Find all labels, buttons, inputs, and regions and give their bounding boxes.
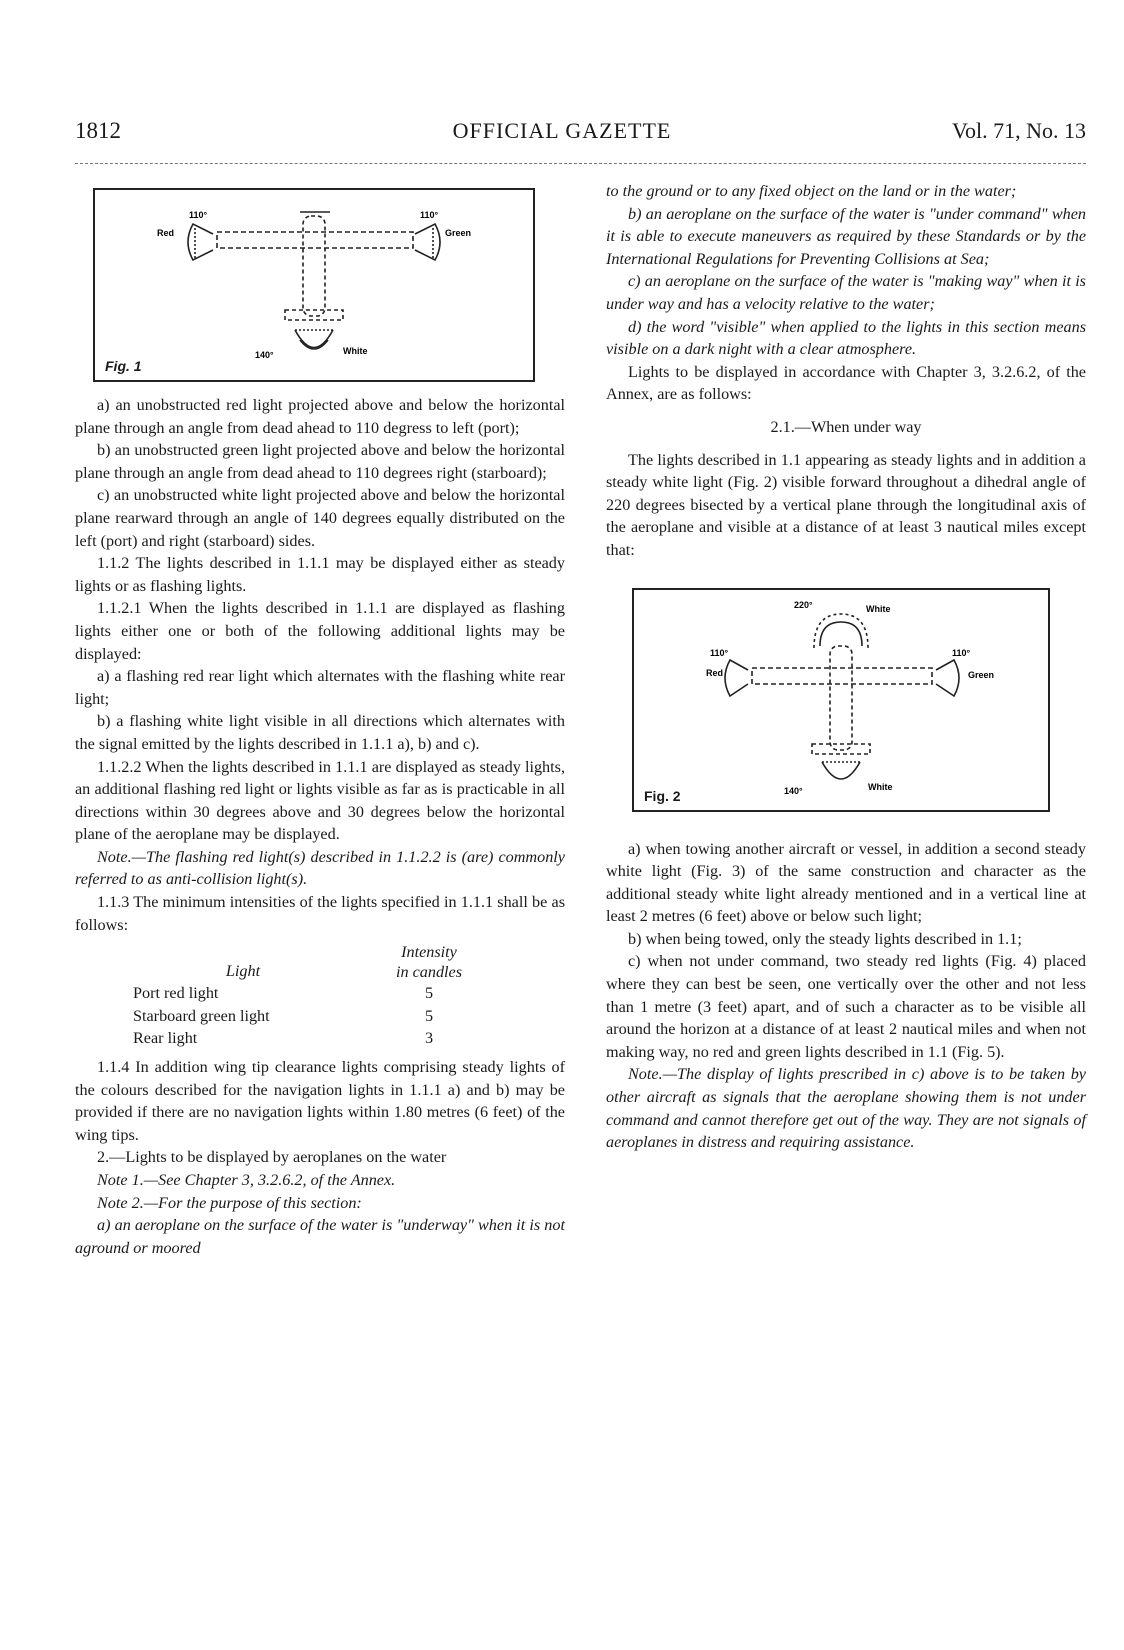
- intensity-table: [125, 942, 497, 1050]
- fig2-color-rear: White: [868, 781, 893, 792]
- fig1-angle-left: 110°: [189, 210, 208, 220]
- fig1-color-right: Green: [445, 228, 472, 238]
- table-cell-intensity: 5: [424, 984, 434, 1003]
- para-1-1-1-c: c) an unobstructed white light projected above and below the horizontal plane rearward through an angle of 140 degrees equally distributed on the left (port) and right (starboard) sides.: [75, 486, 565, 550]
- table-row: [125, 1005, 497, 1028]
- note-2-d: d) the word "visible" when applied to the lights in this section means visible on a dark night with a clear atmosphere.: [606, 317, 1086, 359]
- fig2-color-right: Green: [968, 669, 995, 680]
- figure-2: [632, 588, 1050, 812]
- publication-title: OFFICIAL GAZETTE: [452, 118, 672, 143]
- table-cell-intensity: 3: [424, 1029, 434, 1048]
- para-1-1-4: 1.1.4 In addition wing tip clearance lights comprising steady lights of the colours described for the navigation lights in 1.1.1 a) and b) may be provided if there are no navigation lights within 1.80 metres (6 feet) of the wing tips.: [75, 1058, 565, 1144]
- figure-2-label: Fig. 2: [644, 787, 681, 804]
- fig1-color-rear: White: [343, 346, 368, 356]
- para-1-1-2-1: 1.1.2.1 When the lights described in 1.1.1 are displayed as flashing lights either one or both of the following additional lights may be displayed:: [75, 599, 565, 663]
- table-header-intensity: [361, 942, 497, 982]
- note-2-a-continued: to the ground or to any fixed object on the land or in the water;: [606, 182, 1017, 200]
- figure-1-airplane-drawing: [95, 190, 533, 380]
- section-2-1-heading: 2.1.—When under way: [770, 417, 922, 436]
- para-1-1-1-b: b) an unobstructed green light projected above and below the horizontal plane through an angle from dead ahead to 110 degrees right (starboard);: [75, 441, 565, 482]
- section-2-heading: 2.—Lights to be displayed by aeroplanes on the water: [97, 1148, 447, 1167]
- table-cell-light: Rear light: [133, 1029, 198, 1048]
- fig2-color-left: Red: [706, 667, 724, 678]
- note-2: Note 2.—For the purpose of this section:: [97, 1193, 362, 1212]
- header-rule: [75, 163, 1086, 164]
- table-row: [125, 1027, 497, 1050]
- table-header-intensity-line1: Intensity: [401, 943, 457, 962]
- right-column: [606, 180, 1086, 1154]
- para-2-1-a: a) when towing another aircraft or vessel, in addition a second steady white light (Fig. 3) of the same construction and character as the additional steady white light already mentioned and in a vertical line at least 2 metres (6 feet) above or below such light;: [606, 839, 1086, 926]
- para-1-1-2-2: 1.1.2.2 When the lights described in 1.1.1 are displayed as steady lights, an additional flashing red light or lights visible as far as is practicable in all directions within 30 degrees above and 30 degrees below the horizontal plane of the aeroplane may be displayed.: [75, 757, 565, 844]
- para-1-1-1-a: a) an unobstructed red light projected above and below the horizontal plane through an angle from dead ahead to 110 degress to left (port);: [75, 396, 565, 437]
- figure-1: [93, 188, 535, 382]
- note-2-a: a) an aeroplane on the surface of the water is "underway" when it is not aground or moored: [75, 1216, 565, 1257]
- table-cell-light: Port red light: [133, 984, 219, 1003]
- para-1-1-2-1-a: a) a flashing red rear light which alternates with the flashing white rear light;: [75, 667, 565, 708]
- table-header-intensity-line2: in candles: [395, 963, 463, 982]
- table-row: [125, 982, 497, 1005]
- note-2-c: c) an aeroplane on the surface of the water is "making way" when it is under way and has a velocity relative to the water;: [606, 272, 1086, 313]
- para-1-1-3: 1.1.3 The minimum intensities of the lights specified in 1.1.1 shall be as follows:: [75, 893, 565, 934]
- para-1-1-2: 1.1.2 The lights described in 1.1.1 may be displayed either as steady lights or as flashing lights.: [75, 554, 565, 595]
- para-lights-annex: Lights to be displayed in accordance with Chapter 3, 3.2.6.2, of the Annex, are as follows:: [606, 362, 1086, 404]
- table-cell-intensity: 5: [424, 1006, 434, 1025]
- fig1-color-left: Red: [157, 228, 175, 238]
- figure-2-airplane-drawing: [634, 590, 1048, 810]
- page-header: [0, 118, 1124, 152]
- note-1: Note 1.—See Chapter 3, 3.2.6.2, of the Annex.: [97, 1171, 396, 1189]
- fig2-angle-rear: 140°: [784, 785, 803, 796]
- left-column: [75, 180, 565, 1259]
- note-anti-collision: Note.—The flashing red light(s) described in 1.1.2.2 is (are) commonly referred to as anti-collision light(s).: [75, 847, 565, 889]
- fig2-angle-right: 110°: [952, 647, 971, 658]
- volume-issue: Vol. 71, No. 13: [951, 118, 1086, 143]
- fig2-color-top: White: [866, 603, 891, 614]
- para-2-1: The lights described in 1.1 appearing as steady lights and in addition a steady white light (Fig. 2) visible forward throughout a dihedral angle of 220 degrees bisected by a vertical plane through the longitudinal axis of the aeroplane and visible at a distance of at least 3 nautical miles except that:: [606, 450, 1086, 559]
- page-number: 1812: [75, 118, 121, 143]
- note-2-b: b) an aeroplane on the surface of the water is "under command" when it is able to execute maneuvers as required by these Standards or by the International Regulations for Preventing Collisions at Sea;: [606, 204, 1086, 268]
- fig1-angle-right: 110°: [420, 210, 439, 220]
- table-header-light: Light: [225, 961, 261, 980]
- figure-1-label: Fig. 1: [105, 358, 142, 374]
- note-distress: Note.—The display of lights prescribed in c) above is to be taken by other aircraft as signals that the aeroplane showing them is not under command and cannot therefore get out of the way. They are not signals of aeroplanes in distress and requiring assistance.: [606, 1065, 1086, 1152]
- fig2-angle-left: 110°: [710, 647, 729, 658]
- para-2-1-c: c) when not under command, two steady red lights (Fig. 4) placed where they can best be seen, one vertically over the other and not less than 1 metre (3 feet) apart, and of such a character as to be visible all around the horizon at a distance of at least 2 nautical miles and when not making way, no red and green lights described in 1.1 (Fig. 5).: [606, 952, 1086, 1061]
- table-cell-light: Starboard green light: [133, 1006, 270, 1025]
- fig2-angle-top: 220°: [794, 599, 813, 610]
- fig1-angle-rear: 140°: [255, 350, 274, 360]
- para-1-1-2-1-b: b) a flashing white light visible in all directions which alternates with the signal emitted by the lights described in 1.1.1 a), b) and c).: [75, 712, 565, 753]
- para-2-1-b: b) when being towed, only the steady lights described in 1.1;: [628, 929, 1022, 948]
